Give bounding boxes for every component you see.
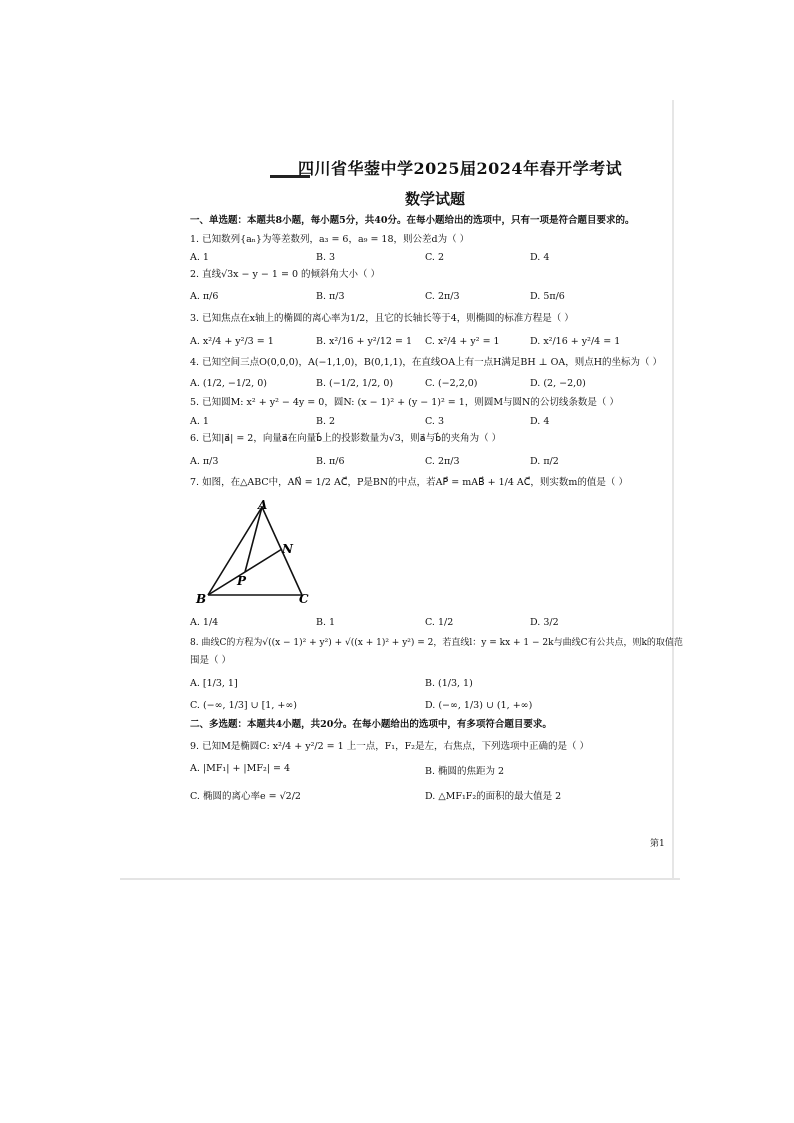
q2-option-d: D. 5π/6 [530,291,565,302]
point-n-label: N [282,542,293,556]
vertex-b-label: B [196,592,207,606]
question-1-stem: 1. 已知数列{aₙ}为等差数列，a₃ = 6，a₉ = 18，则公差d为（ ） [190,234,470,245]
q8-option-d: D. (−∞, 1/3) ∪ (1, +∞) [425,700,533,711]
point-p-label: P [237,574,247,588]
section-2-heading: 二、多选题：本题共4小题，共20分。在每小题给出的选项中，有多项符合题目要求。 [190,719,552,730]
q4-option-d: D. (2, −2,0) [530,378,586,389]
q5-option-a: A. 1 [190,416,209,427]
scan-shadow-right [672,100,674,880]
question-6-stem: 6. 已知|a⃗| = 2，向量a⃗在向量b⃗上的投影数量为√3，则a⃗与b⃗的夹角为（ ） [190,433,502,444]
q3-option-b: B. x²/16 + y²/12 = 1 [316,336,412,347]
q3-option-c: C. x²/4 + y² = 1 [425,336,500,347]
q1-option-d: D. 4 [530,252,550,263]
q8-option-b: B. (1/3, 1) [425,678,473,689]
vertex-c-label: C [299,592,309,606]
q9-option-c: C. 椭圆的离心率e = √2/2 [190,791,301,802]
q5-option-d: D. 4 [530,416,550,427]
q7-option-d: D. 3/2 [530,617,559,628]
question-8-stem: 8. 曲线C的方程为√((x − 1)² + y²) + √((x + 1)² + y²) = 2，若直线l：y = kx + 1 − 2k与曲线C有公共点，则k的取值范 [190,638,683,648]
q2-option-c: C. 2π/3 [425,291,460,302]
q1-option-b: B. 3 [316,252,336,263]
q7-option-a: A. 1/4 [190,617,219,628]
q9-option-b: B. 椭圆的焦距为 2 [425,766,505,777]
question-2-stem: 2. 直线√3x − y − 1 = 0 的倾斜角大小（ ） [190,269,381,280]
q1-option-a: A. 1 [190,252,209,263]
q4-option-c: C. (−2,2,0) [425,378,478,389]
question-8-stem-cont: 围是（ ） [190,655,232,666]
q8-option-c: C. (−∞, 1/3] ∪ [1, +∞) [190,700,297,711]
q9-option-d: D. △MF₁F₂的面积的最大值是 2 [425,791,562,802]
q8-option-a: A. [1/3, 1] [190,678,238,689]
q7-option-b: B. 1 [316,617,336,628]
q5-option-c: C. 3 [425,416,445,427]
q3-option-d: D. x²/16 + y²/4 = 1 [530,336,621,347]
section-1-heading: 一、单选题：本题共8小题，每小题5分，共40分。在每小题给出的选项中，只有一项是符合题目要求的。 [190,215,635,226]
scan-shadow-bottom [120,878,680,880]
question-5-stem: 5. 已知圆M: x² + y² − 4y = 0，圆N: (x − 1)² + (y − 1)² = 1，则圆M与圆N的公切线条数是（ ） [190,397,619,408]
q6-option-b: B. π/6 [316,456,345,467]
q2-option-b: B. π/3 [316,291,345,302]
question-7-stem: 7. 如图，在△ABC中，AN⃗ = 1/2 AC⃗，P是BN的中点，若AP⃗ = mAB⃗ + 1/4 AC⃗，则实数m的值是（ ） [190,477,628,488]
question-9-stem: 9. 已知M是椭圆C: x²/4 + y²/2 = 1 上一点，F₁，F₂是左，右焦点，下列选项中正确的是（ ） [190,741,590,752]
q2-option-a: A. π/6 [190,291,219,302]
question-3-stem: 3. 已知焦点在x轴上的椭圆的离心率为1/2，且它的长轴长等于4，则椭圆的标准方程是（ ） [190,313,574,324]
q5-option-b: B. 2 [316,416,336,427]
vertex-a-label: A [258,498,268,512]
question-4-stem: 4. 已知空间三点O(0,0,0)，A(−1,1,0)，B(0,1,1)，在直线OA上有一点H满足BH ⊥ OA，则点H的坐标为（ ） [190,357,663,368]
q4-option-a: A. (1/2, −1/2, 0) [190,378,267,389]
q6-option-d: D. π/2 [530,456,559,467]
q3-option-a: A. x²/4 + y²/3 = 1 [190,336,274,347]
q6-option-a: A. π/3 [190,456,219,467]
page-number: 第1 [650,839,665,849]
exam-title: 四川省华蓥中学2025届2024年春开学考试 [298,159,623,178]
q7-option-c: C. 1/2 [425,617,454,628]
q4-option-b: B. (−1/2, 1/2, 0) [316,378,394,389]
exam-subtitle: 数学试题 [405,190,466,208]
triangle-figure [190,495,330,610]
q6-option-c: C. 2π/3 [425,456,460,467]
side-ab [208,507,262,595]
q1-option-c: C. 2 [425,252,445,263]
q9-option-a: A. |MF₁| + |MF₂| = 4 [190,763,291,774]
